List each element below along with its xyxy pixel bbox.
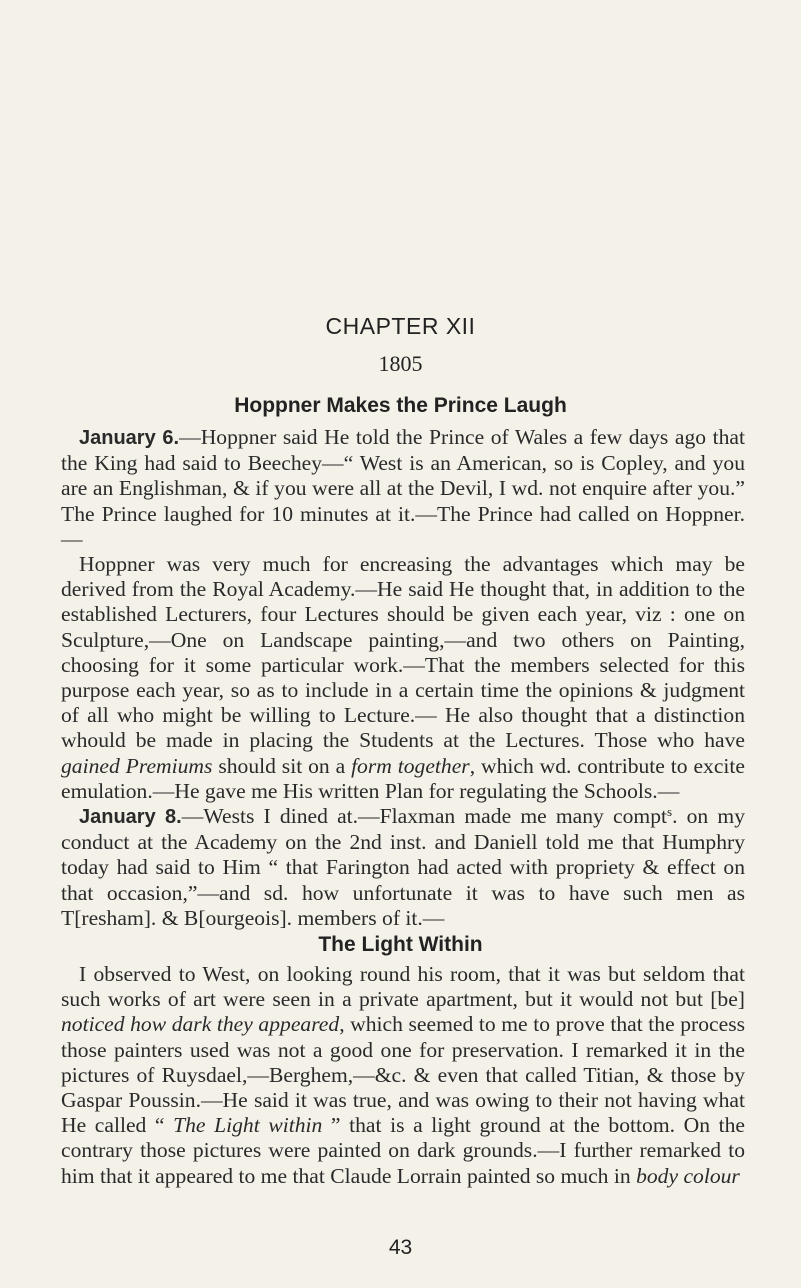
text-block-2: [61, 962, 745, 1189]
entry-date: January 8.: [79, 806, 182, 829]
entry-date: January 6.: [79, 427, 180, 449]
italic-phrase: The Light within: [173, 1113, 323, 1138]
paragraph-text: , which seemed to me to prove that the process those painters used was not a good one for preservation. I remarked it in the pictures of Ruysdael,—Berghem,—&c. & even that called Titian, & those by Gaspar Poussin.—He said it was true, and was owing to their not having what He called “: [61, 1012, 745, 1138]
chapter-year: 1805: [378, 351, 423, 376]
paragraph-january-8: [61, 804, 745, 931]
paragraph-text: ” that is a light ground at the bottom. On the contrary those pictures were painted on dark grounds.—I further remarked to him that it appeared to me that Claude Lorrain painted so much in: [61, 1113, 745, 1188]
italic-phrase: noticed how dark they appeared: [61, 1012, 340, 1037]
section-heading-light-within: The Light Within: [318, 933, 483, 956]
paragraph-text: . on my conduct at the Academy on the 2nd inst. and Daniell told me that Humphry today had said to Him “ that Farington had acted with propriety & effect on that occasion,”—and sd. how unfortunate it was to have such men as T[resham]. & B[ourgeois]. members of it.—: [61, 804, 746, 930]
paragraph-text: —Wests I dined at.—Flaxman made me many compt: [181, 804, 668, 829]
paragraph-text: Hoppner was very much for encreasing the advantages which may be derived from the Royal Academy.—He said He thought that, in addition to the established Lecturers, four Lectures should be given each year, viz : one on Sculpture,—One on Landscape painting,—and two others on Painting, choosing for it some particular work.—That the members selected for this purpose each year, so as to include in a certain time the opinions & judgment of all who might be willing to Lecture.— He also thought that a distinction whould be made in placing the Students at the Lectures. Those who have: [61, 552, 745, 753]
superscript: s: [667, 803, 673, 819]
chapter-title: CHAPTER XII: [325, 313, 476, 339]
section-heading-prince-laugh: Hoppner Makes the Prince Laugh: [234, 394, 567, 417]
paragraph-text: —Hoppner said He told the Prince of Wales a few days ago that the King had said to Beechey—“ West is an American, so is Copley, and you are an Englishman, & if you were all at the Devil, I wd. not enquire after you.” The Prince laughed for 10 minutes at it.—The Prince had called on Hoppner.—: [61, 425, 745, 551]
paragraph-text: I observed to West, on looking round his room, that it was but seldom that such works of art were seen in a private apartment, but it would not but [be]: [61, 962, 745, 1012]
paragraph-text: , which wd. contribute to excite emulation.—He gave me His written Plan for regulating the Schools.—: [61, 753, 746, 803]
text-block-1: [61, 425, 745, 931]
italic-phrase: body colour: [636, 1163, 740, 1188]
page-number: 43: [388, 1236, 413, 1259]
paragraph-west-room: [61, 962, 745, 1189]
paragraph-text: should sit on a: [212, 753, 352, 778]
paragraph-january-6: [61, 425, 745, 552]
italic-phrase: gained Premiums: [61, 753, 213, 778]
paragraph-hoppner-lectures: [61, 552, 745, 804]
italic-phrase: form together: [351, 753, 470, 778]
